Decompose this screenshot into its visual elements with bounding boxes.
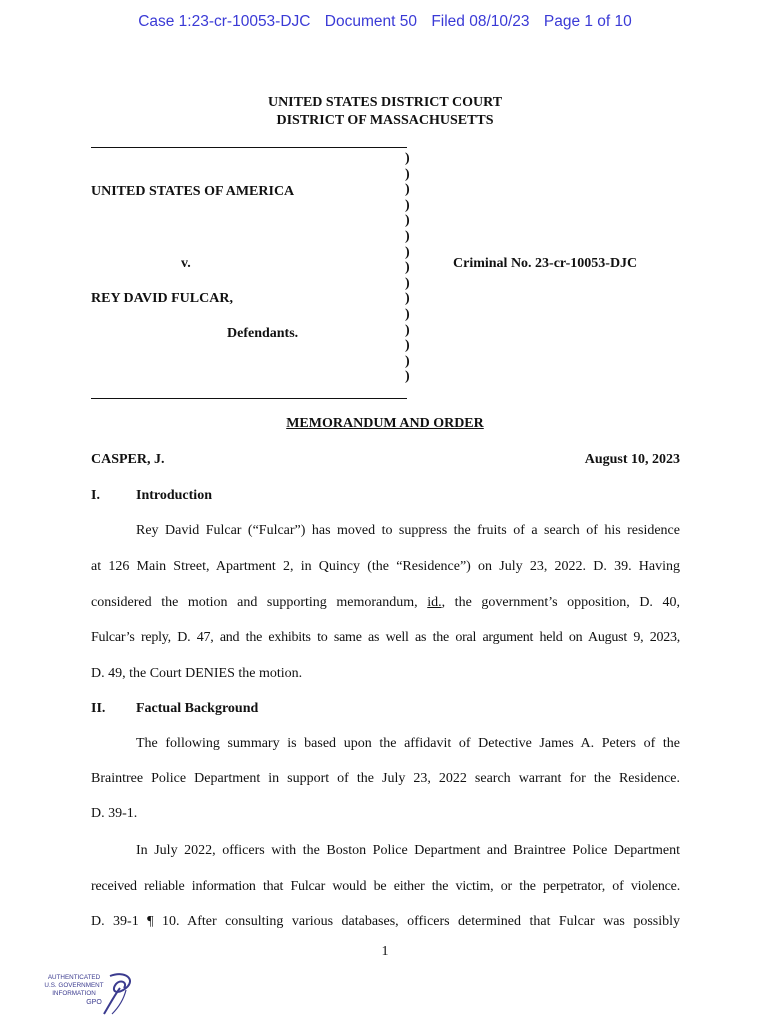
document-title: MEMORANDUM AND ORDER	[286, 416, 484, 431]
caption-paren-column	[405, 151, 410, 385]
caption-paren: )	[405, 244, 410, 260]
section-number: II.	[91, 701, 106, 716]
gpo-authentication-seal	[40, 970, 140, 1016]
paragraph-line: D. 39-1 ¶ 10. After consulting various databases, officers determined that Fulcar was possibly	[91, 914, 680, 929]
caption-paren: )	[405, 228, 410, 244]
section-title: Factual Background	[136, 701, 259, 716]
caption-paren: )	[405, 151, 410, 166]
filing-stamp-header	[0, 13, 770, 31]
caption-plaintiff: UNITED STATES OF AMERICA	[91, 184, 295, 199]
caption-paren: )	[405, 353, 410, 369]
paragraph-line: at 126 Main Street, Apartment 2, in Quincy (the “Residence”) on July 23, 2022. D. 39. Having	[91, 559, 680, 574]
paragraph-line	[91, 595, 680, 611]
paragraph-line: Rey David Fulcar (“Fulcar”) has moved to suppress the fruits of a search of his residence	[136, 523, 680, 538]
caption-paren: )	[405, 322, 410, 338]
seal-text-gpo: GPO	[86, 999, 102, 1006]
caption-defendant-label: Defendants.	[227, 326, 299, 341]
court-district: DISTRICT OF MASSACHUSETTS	[276, 113, 494, 128]
paragraph-text: , the government’s opposition, D. 40,	[441, 595, 681, 610]
document-number: Document 50	[324, 13, 417, 30]
paragraph-line: In July 2022, officers with the Boston Police Department and Braintree Police Department	[136, 843, 680, 858]
paragraph-line: received reliable information that Fulcar would be either the victim, or the perpetrator, of violence.	[91, 879, 680, 894]
paragraph-line: Braintree Police Department in support of the July 23, 2022 search warrant for the Residence.	[91, 771, 680, 786]
caption-paren: )	[405, 260, 410, 276]
caption-paren: )	[405, 306, 410, 322]
page-indicator: Page 1 of 10	[543, 13, 632, 30]
case-number: Case 1:23-cr-10053-DJC	[138, 13, 311, 30]
page-number: 1	[381, 944, 389, 959]
caption-paren: )	[405, 182, 410, 198]
filed-date: Filed 08/10/23	[431, 13, 530, 30]
section-number: I.	[91, 488, 100, 503]
gpo-seal-icon	[40, 970, 140, 1016]
order-date: August 10, 2023	[584, 452, 680, 467]
seal-text-information: INFORMATION	[52, 990, 96, 997]
paragraph-line: Fulcar’s reply, D. 47, and the exhibits to same as well as the oral argument held on August 9, 2023,	[91, 630, 680, 645]
seal-text-authenticated: AUTHENTICATED	[47, 974, 101, 981]
caption-versus: v.	[181, 256, 191, 271]
caption-paren: )	[405, 197, 410, 213]
paragraph-line: D. 49, the Court DENIES the motion.	[91, 666, 303, 681]
caption-paren: )	[405, 291, 410, 307]
citation-id: id.	[427, 595, 442, 610]
caption-defendant: REY DAVID FULCAR,	[91, 291, 233, 306]
seal-text-government: U.S. GOVERNMENT	[44, 982, 104, 989]
paragraph-line: D. 39-1.	[91, 806, 138, 821]
caption-top-rule	[91, 147, 407, 148]
paragraph-text: considered the motion and supporting memorandum,	[91, 595, 418, 610]
section-title: Introduction	[136, 488, 212, 503]
court-name: UNITED STATES DISTRICT COURT	[267, 95, 503, 110]
caption-paren: )	[405, 213, 410, 229]
caption-bottom-rule	[91, 398, 407, 399]
criminal-number: Criminal No. 23-cr-10053-DJC	[453, 256, 638, 271]
judge-name: CASPER, J.	[91, 452, 165, 467]
caption-paren: )	[405, 369, 410, 385]
caption-paren: )	[405, 166, 410, 182]
caption-paren: )	[405, 275, 410, 291]
paragraph-line: The following summary is based upon the affidavit of Detective James A. Peters of the	[136, 736, 680, 751]
caption-paren: )	[405, 338, 410, 354]
